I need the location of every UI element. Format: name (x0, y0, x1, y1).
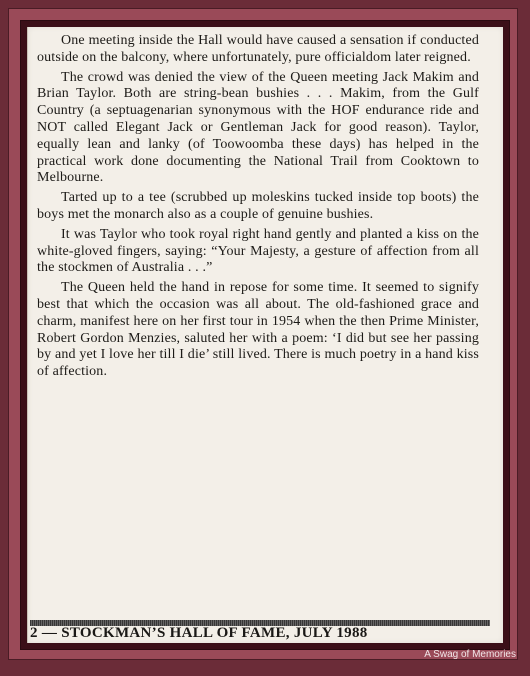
paragraph-2: The crowd was denied the view of the Queen meeting Jack Makim and Brian Taylor. Both are string-bean bushies . . . Makim, from the Gulf Country (a septuagenarian synonymous with the HOF endurance ride and NOT called Elegant Jack or Gentleman Jack for good reason). Taylor, equally lean and lanky (of Toowoomba these days) has helped in the practical work done documenting the National Trail from Cooktown to Melbourne. (37, 69, 479, 186)
article-body (37, 33, 479, 384)
paragraph-4: It was Taylor who took royal right hand gently and planted a kiss on the white-gloved fingers, saying: “Your Majesty, a gesture of affection from all the stockmen of Australia . . .” (37, 226, 479, 276)
watermark: A Swag of Memories (424, 649, 516, 660)
page-footer: 2 — STOCKMAN’S HALL OF FAME, JULY 1988 (30, 625, 368, 641)
newspaper-clipping (27, 27, 503, 643)
paragraph-3: Tarted up to a tee (scrubbed up moleskins tucked inside top boots) the boys met the monarch also as a couple of genuine bushies. (37, 190, 479, 222)
paragraph-5: The Queen held the hand in repose for some time. It seemed to signify best that which the occasion was all about. The old-fashioned grace and charm, manifest here on her first tour in 1954 when the then Prime Minister, Robert Gordon Menzies, saluted her with a poem: ‘I did but see her passing by and yet I love her till I die’ still lived. There is much poetry in a hand kiss of affection. (37, 280, 479, 380)
paragraph-1: One meeting inside the Hall would have caused a sensation if conducted outside on the balcony, where unfortunately, pure officialdom later reigned. (37, 33, 479, 65)
